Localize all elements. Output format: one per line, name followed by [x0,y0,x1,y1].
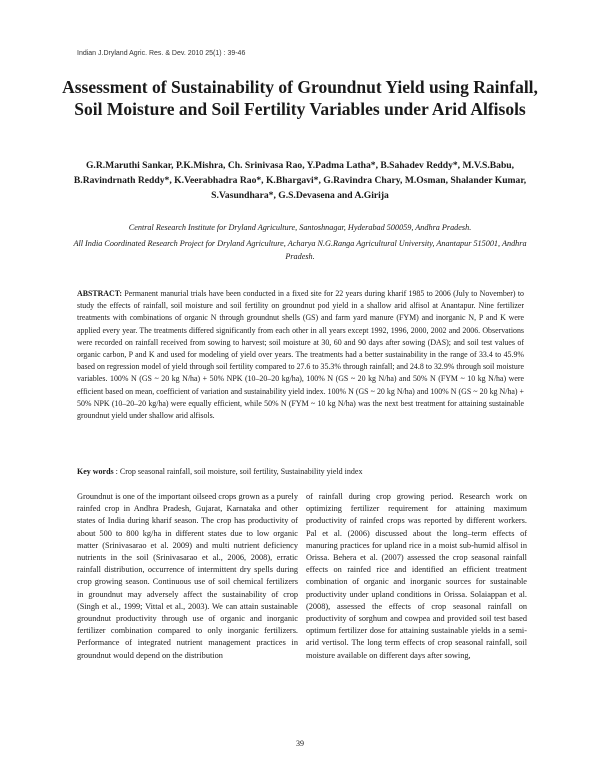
abstract [77,288,524,422]
paper-title: Assessment of Sustainability of Groundnut Yield using Rainfall, Soil Moisture and Soil Fertility Variables under Arid Alfisols [62,77,538,119]
body-column-left: Groundnut is one of the important oilseed crops grown as a purely rainfed crop in Andhra Pradesh, Gujarat, Karnataka and other states of India during kharif season. The crop has productivity of about 500 to 800 kg/ha in different states due to low organic matter (Srinivasarao et al. 2009) and multi nutrient deficiency nutrients in the soil (Srinivasarao et al., 2006, 2008), erratic rainfall distribution, occurrence of intermittent dry spells during crop growing season. Continuous use of soil chemical fertilizers in groundnut may adversely affect the sustainability of crop (Singh et al., 1999; Vittal et al., 2003). We can attain sustainable groundnut productivity through use of organic and inorganic fertilizer combination compared to only inorganic fertilizers. Performance of integrated nutrient management practices in groundnut would depend on the distribution [77,492,298,660]
journal-citation: Indian J.Dryland Agric. Res. & Dev. 2010 25(1) : 39-46 [77,50,246,57]
affiliation-aicrpda: All India Coordinated Research Project for Dryland Agriculture, Acharya N.G.Ranga Agricultural University, Anantapur 515001, Andhra Pradesh. [73,239,527,261]
body-column-right: of rainfall during crop growing period. Research work on optimizing fertilizer requirement for attaining maximum productivity of rainfed crops was reported by different workers. Pal et al. (2006) discussed about the long–term effects of manuring practices for upland rice in a moist sub-humid alfisol in Orissa. Behera et al. (2007) assessed the crop seasonal rainfall effects on rainfed rice and identified an efficient treatment combination of organic and inorganic sources for sustainable productivity under upland conditions in Orissa. Solaiappan et al. (2008), assessed the effects of crop seasonal rainfall on productivity of sorghum and cowpea and provided soil test based optimum fertilizer dose for attaining sustainable yields in a semi-arid vertisol. The long term effects of crop seasonal rainfall, soil moisture available on different days after sowing, [306,492,527,660]
keywords-label: Key words [77,467,114,476]
affiliation-crida: Central Research Institute for Dryland Agriculture, Santoshnagar, Hyderabad 500059, Andhra Pradesh. [128,223,472,232]
author-list: G.R.Maruthi Sankar, P.K.Mishra, Ch. Srinivasa Rao, Y.Padma Latha*, B.Sahadev Reddy*, M.V.S.Babu, B.Ravindrnath Reddy*, K.Veerabhadra Rao*, K.Bhargavi*, G.Ravindra Chary, M.Osman, Shalander Kumar, S.Vasundhara*, G.S.Devasena and A.Girija [73,160,527,201]
page-number: 39 [296,739,304,748]
abstract-label: ABSTRACT: [77,289,123,298]
keywords-text: : Crop seasonal rainfall, soil moisture, soil fertility, Sustainability yield index [113,467,363,476]
keywords [77,466,524,478]
abstract-text: Permanent manurial trials have been conducted in a fixed site for 22 years during kharif 1985 to 2006 (July to November) to study the effects of rainfall, soil moisture and soil fertility on groundnut pod yield in a shallow arid alfisol at Anantapur. Nine fertilizer treatments with combinations of organic N through groundnut shells (GS) and farm yard manure (FYM) and inorganic N, P and K were applied every year. The treatments differed significantly from each other in all years except 1992, 1996, 2000, 2002 and 2006. Observations were recorded on rainfall received from sowing to harvest; soil moisture at 30, 60 and 90 days after sowing (DAS); and soil test values of organic carbon, P and K and used for modeling of yield over years. The treatments had a better sustainability in the range of 33.4 to 45.9% based on regression model of yield through soil fertility compared to 27.6 to 35.3% through rainfall; and 24.8 to 32.9% through soil moisture variables. 100% N (GS ~ 20 kg N/ha) + 50% NPK (10–20–20 kg/ha), 100% N (GS ~ 20 kg N/ha) and 50% N (FYM ~ 10 kg N/ha) were efficient based on mean, coefficient of variation and sustainability yield index. 100% N (GS ~ 20 kg N/ha) and 100% N (GS ~ 20 kg N/ha) + 50% NPK (10–20–20 kg/ha) were equally efficient, while 50% N (FYM ~ 10 kg N/ha) was the next best treatment for attaining sustainable groundnut yield under shallow arid alfisols. [77,289,524,421]
